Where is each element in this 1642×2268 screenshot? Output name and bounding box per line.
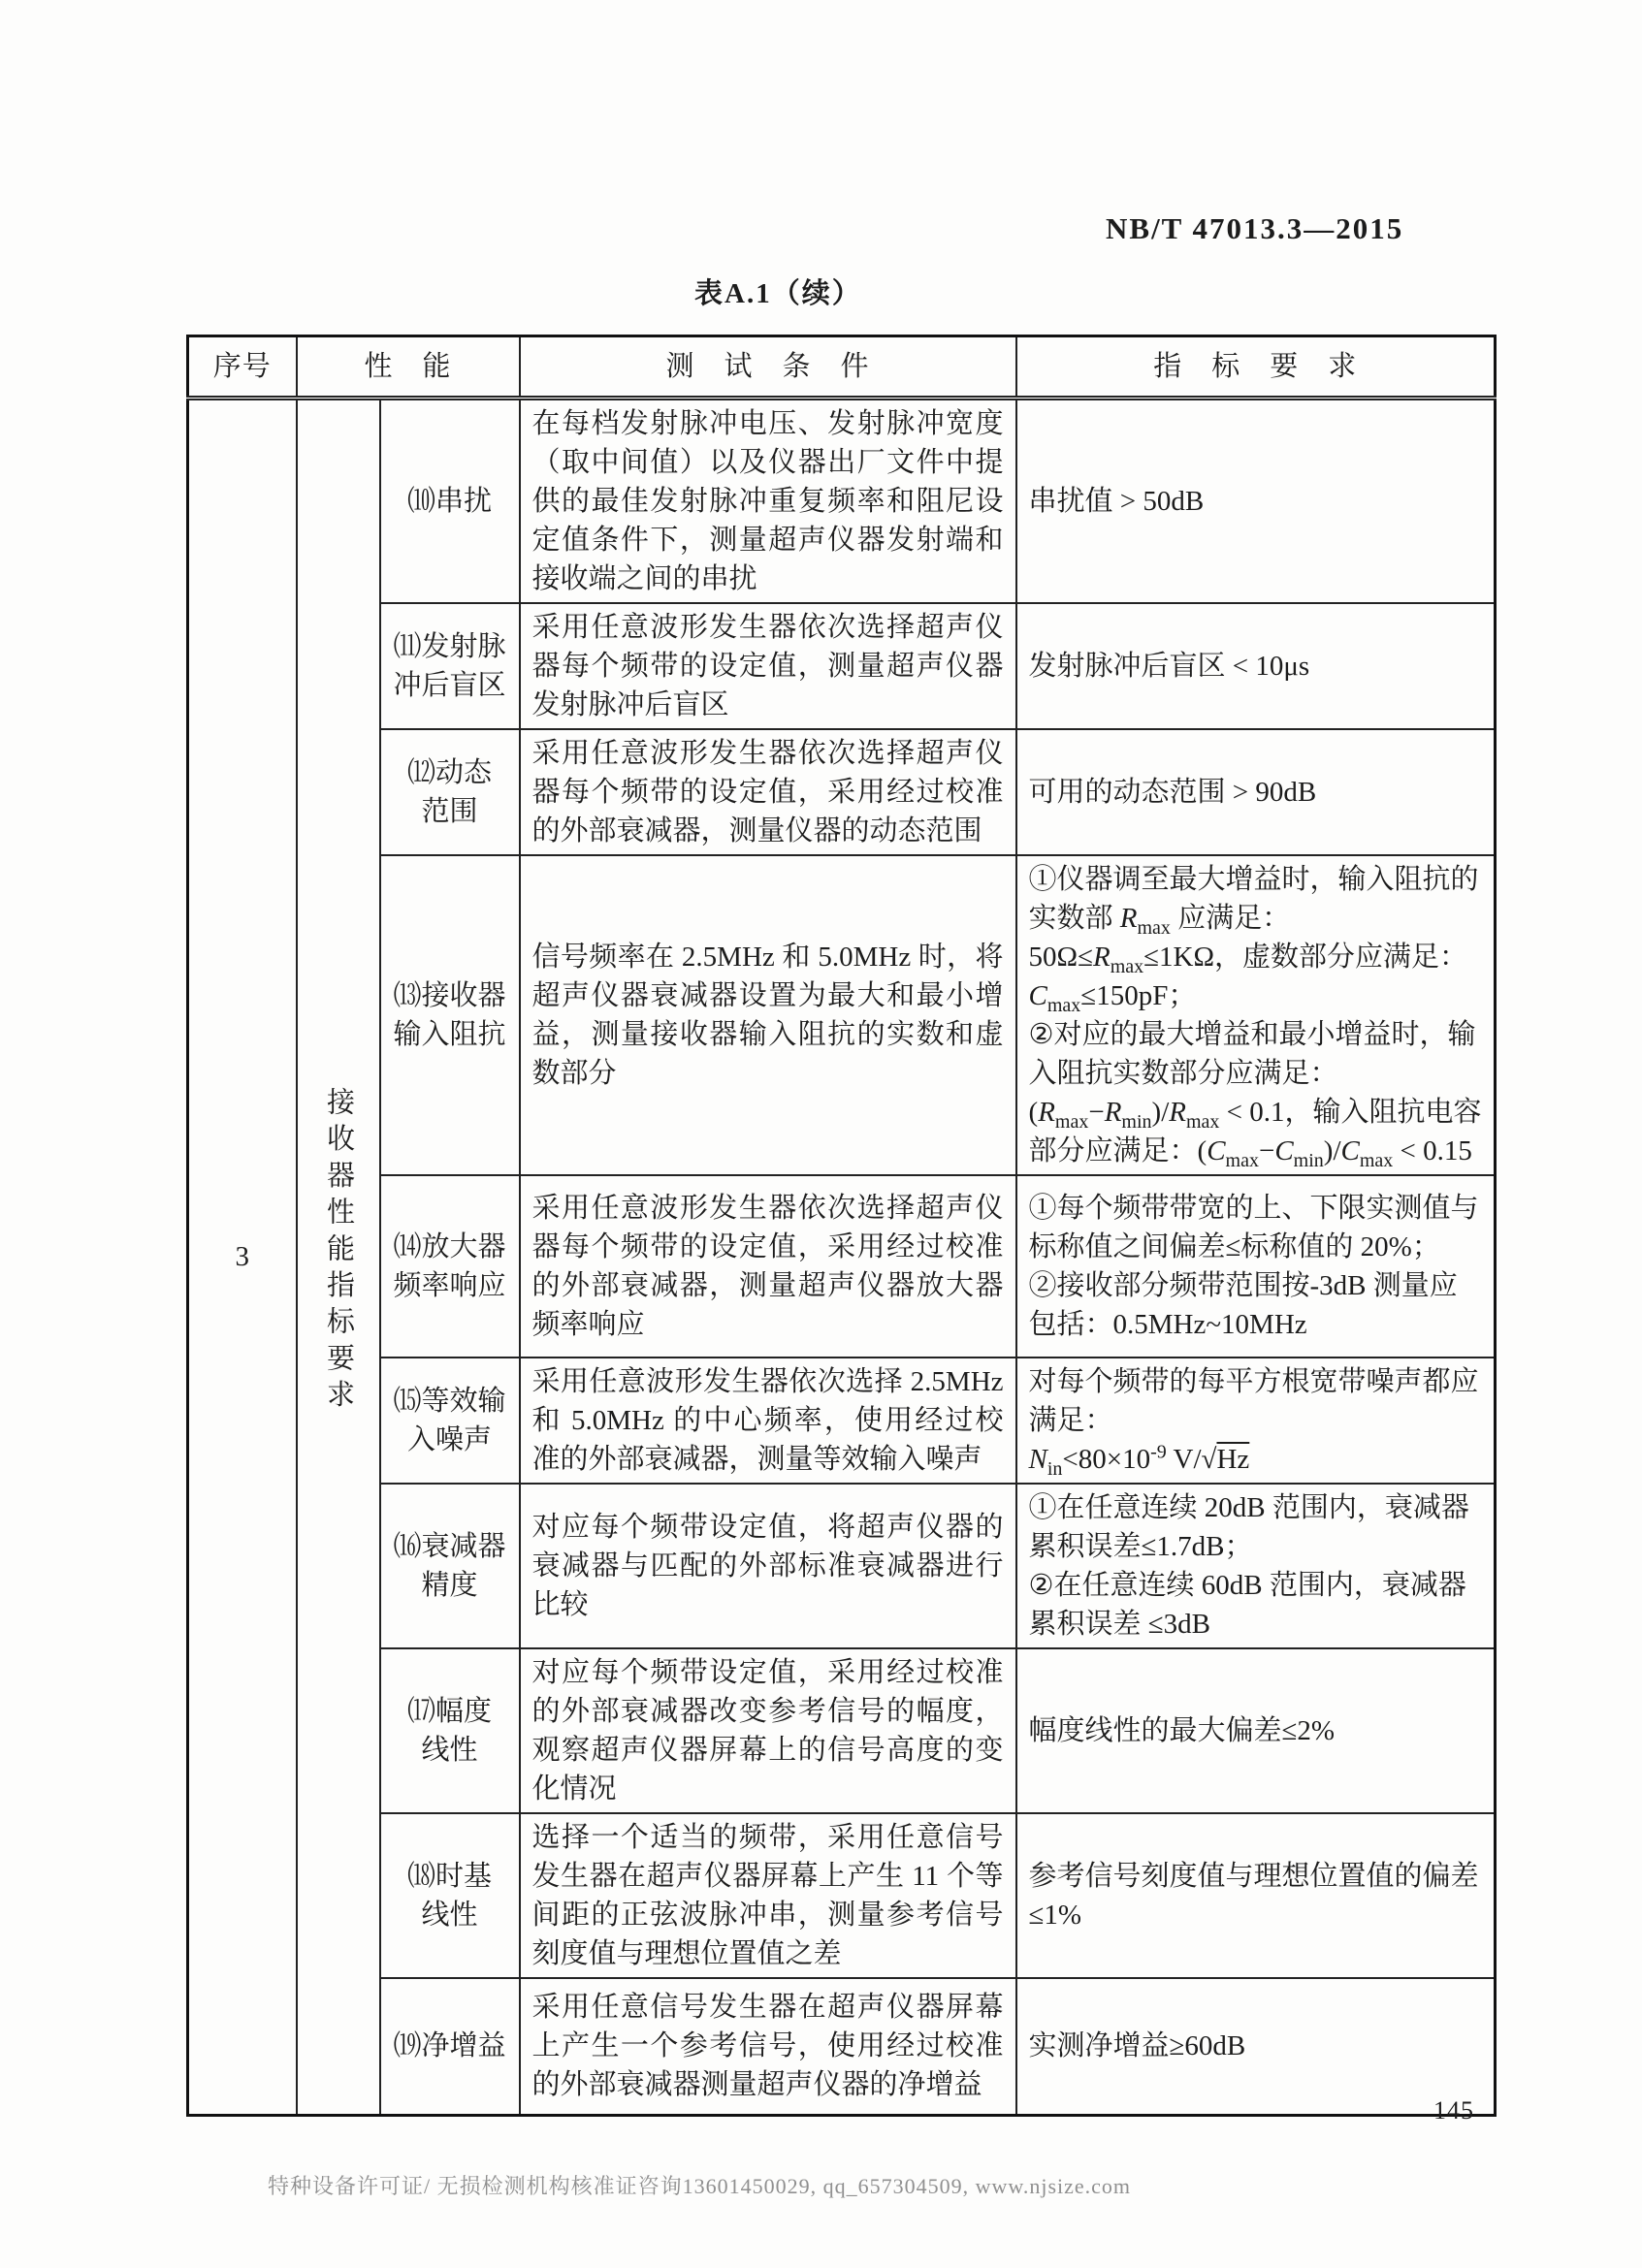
requirement-cell: ①仪器调至最大增益时，输入阻抗的实数部 $R_{max}$ 应满足：$50\Omega\le R_{max}\le 1K\Omega$，虚数部分应满足：$C_{max}\le 150pF$； ②对应的最大增益和最小增益时，输入阻抗实数部分应满足：$(R_{max}-R_{min})/R_{max} < 0.1$，输入阻抗电容部分应满足：$(C_{max}-C_{min})/C_{max} < 0.15$: [1016, 855, 1496, 1175]
performance-cell: ⑿动态 范围: [380, 729, 520, 855]
header-serial: 序号: [188, 336, 297, 399]
test-condition-cell: 采用任意信号发生器在超声仪器屏幕上产生一个参考信号，使用经过校准的外部衰减器测量超声仪器的净增益: [520, 1978, 1016, 2115]
table-row: [188, 1978, 1496, 2115]
spec-table: [186, 335, 1497, 2117]
performance-cell: ⑾发射脉 冲后盲区: [380, 603, 520, 729]
requirement-cell: 发射脉冲后盲区 < 10μs: [1016, 603, 1496, 729]
footer-note: 特种设备许可证/ 无损检测机构核准证咨询13601450029, qq_657304509, www.njsize.com: [268, 2174, 1132, 2198]
performance-cell: ⒅时基 线性: [380, 1813, 520, 1978]
requirement-cell: 串扰值 > 50dB: [1016, 399, 1496, 604]
requirement-cell: 幅度线性的最大偏差≤2%: [1016, 1648, 1496, 1813]
header-test-condition: 测 试 条 件: [520, 336, 1016, 399]
table-row: [188, 855, 1496, 1175]
test-condition-cell: 采用任意波形发生器依次选择 2.5MHz 和 5.0MHz 的中心频率，使用经过校准的外部衰减器，测量等效输入噪声: [520, 1358, 1016, 1484]
test-condition-cell: 信号频率在 2.5MHz 和 5.0MHz 时，将超声仪器衰减器设置为最大和最小增益，测量接收器输入阻抗的实数和虚数部分: [520, 855, 1016, 1175]
test-condition-cell: 对应每个频带设定值，将超声仪器的衰减器与匹配的外部标准衰减器进行比较: [520, 1484, 1016, 1648]
performance-cell: ⒀接收器 输入阻抗: [380, 855, 520, 1175]
table-header-row: [188, 336, 1496, 399]
performance-cell: ⒄幅度 线性: [380, 1648, 520, 1813]
table-row: [188, 1648, 1496, 1813]
requirement-cell: 实测净增益≥60dB: [1016, 1978, 1496, 2115]
table-row: [188, 729, 1496, 855]
performance-cell: ⑽串扰: [380, 399, 520, 604]
table-row: [188, 1175, 1496, 1358]
requirement-cell: 可用的动态范围 > 90dB: [1016, 729, 1496, 855]
group-label-cell: [297, 399, 380, 2116]
table-title: 表A.1（续）: [694, 278, 862, 309]
test-condition-cell: 在每档发射脉冲电压、发射脉冲宽度（取中间值）以及仪器出厂文件中提供的最佳发射脉冲重复频率和阻尼设定值条件下，测量超声仪器发射端和接收端之间的串扰: [520, 399, 1016, 604]
performance-cell: ⒁放大器 频率响应: [380, 1175, 520, 1358]
standard-number: NB/T 47013.3—2015: [1106, 211, 1404, 245]
requirement-cell: 参考信号刻度值与理想位置值的偏差≤1%: [1016, 1813, 1496, 1978]
table-row: [188, 1484, 1496, 1648]
table-row: [188, 603, 1496, 729]
group-label: 接收器性能指标要求: [323, 1087, 354, 1417]
test-condition-cell: 选择一个适当的频带，采用任意信号发生器在超声仪器屏幕上产生 11 个等间距的正弦波脉冲串，测量参考信号刻度值与理想位置值之差: [520, 1813, 1016, 1978]
page-number: 145: [1433, 2096, 1474, 2124]
table-row: [188, 399, 1496, 604]
serial-number-cell: 3: [188, 399, 297, 2116]
table-row: [188, 1358, 1496, 1484]
header-requirement: 指 标 要 求: [1016, 336, 1496, 399]
test-condition-cell: 采用任意波形发生器依次选择超声仪器每个频带的设定值，采用经过校准的外部衰减器，测量仪器的动态范围: [520, 729, 1016, 855]
test-condition-cell: 采用任意波形发生器依次选择超声仪器每个频带的设定值，采用经过校准的外部衰减器，测量超声仪器放大器频率响应: [520, 1175, 1016, 1358]
table-row: [188, 1813, 1496, 1978]
performance-cell: ⒃衰减器 精度: [380, 1484, 520, 1648]
header-performance: 性 能: [297, 336, 520, 399]
test-condition-cell: 对应每个频带设定值，采用经过校准的外部衰减器改变参考信号的幅度，观察超声仪器屏幕上的信号高度的变化情况: [520, 1648, 1016, 1813]
test-condition-cell: 采用任意波形发生器依次选择超声仪器每个频带的设定值，测量超声仪器发射脉冲后盲区: [520, 603, 1016, 729]
requirement-cell: 对每个频带的每平方根宽带噪声都应满足： $N_{in}<80\times 10^{-9}$ V/√Hz: [1016, 1358, 1496, 1484]
performance-cell: ⒂等效输 入噪声: [380, 1358, 520, 1484]
requirement-cell: ①在任意连续 20dB 范围内，衰减器累积误差≤1.7dB； ②在任意连续 60dB 范围内，衰减器累积误差 ≤3dB: [1016, 1484, 1496, 1648]
performance-cell: ⒆净增益: [380, 1978, 520, 2115]
requirement-cell: ①每个频带带宽的上、下限实测值与标称值之间偏差≤标称值的 20%； ②接收部分频带范围按-3dB 测量应包括：0.5MHz~10MHz: [1016, 1175, 1496, 1358]
